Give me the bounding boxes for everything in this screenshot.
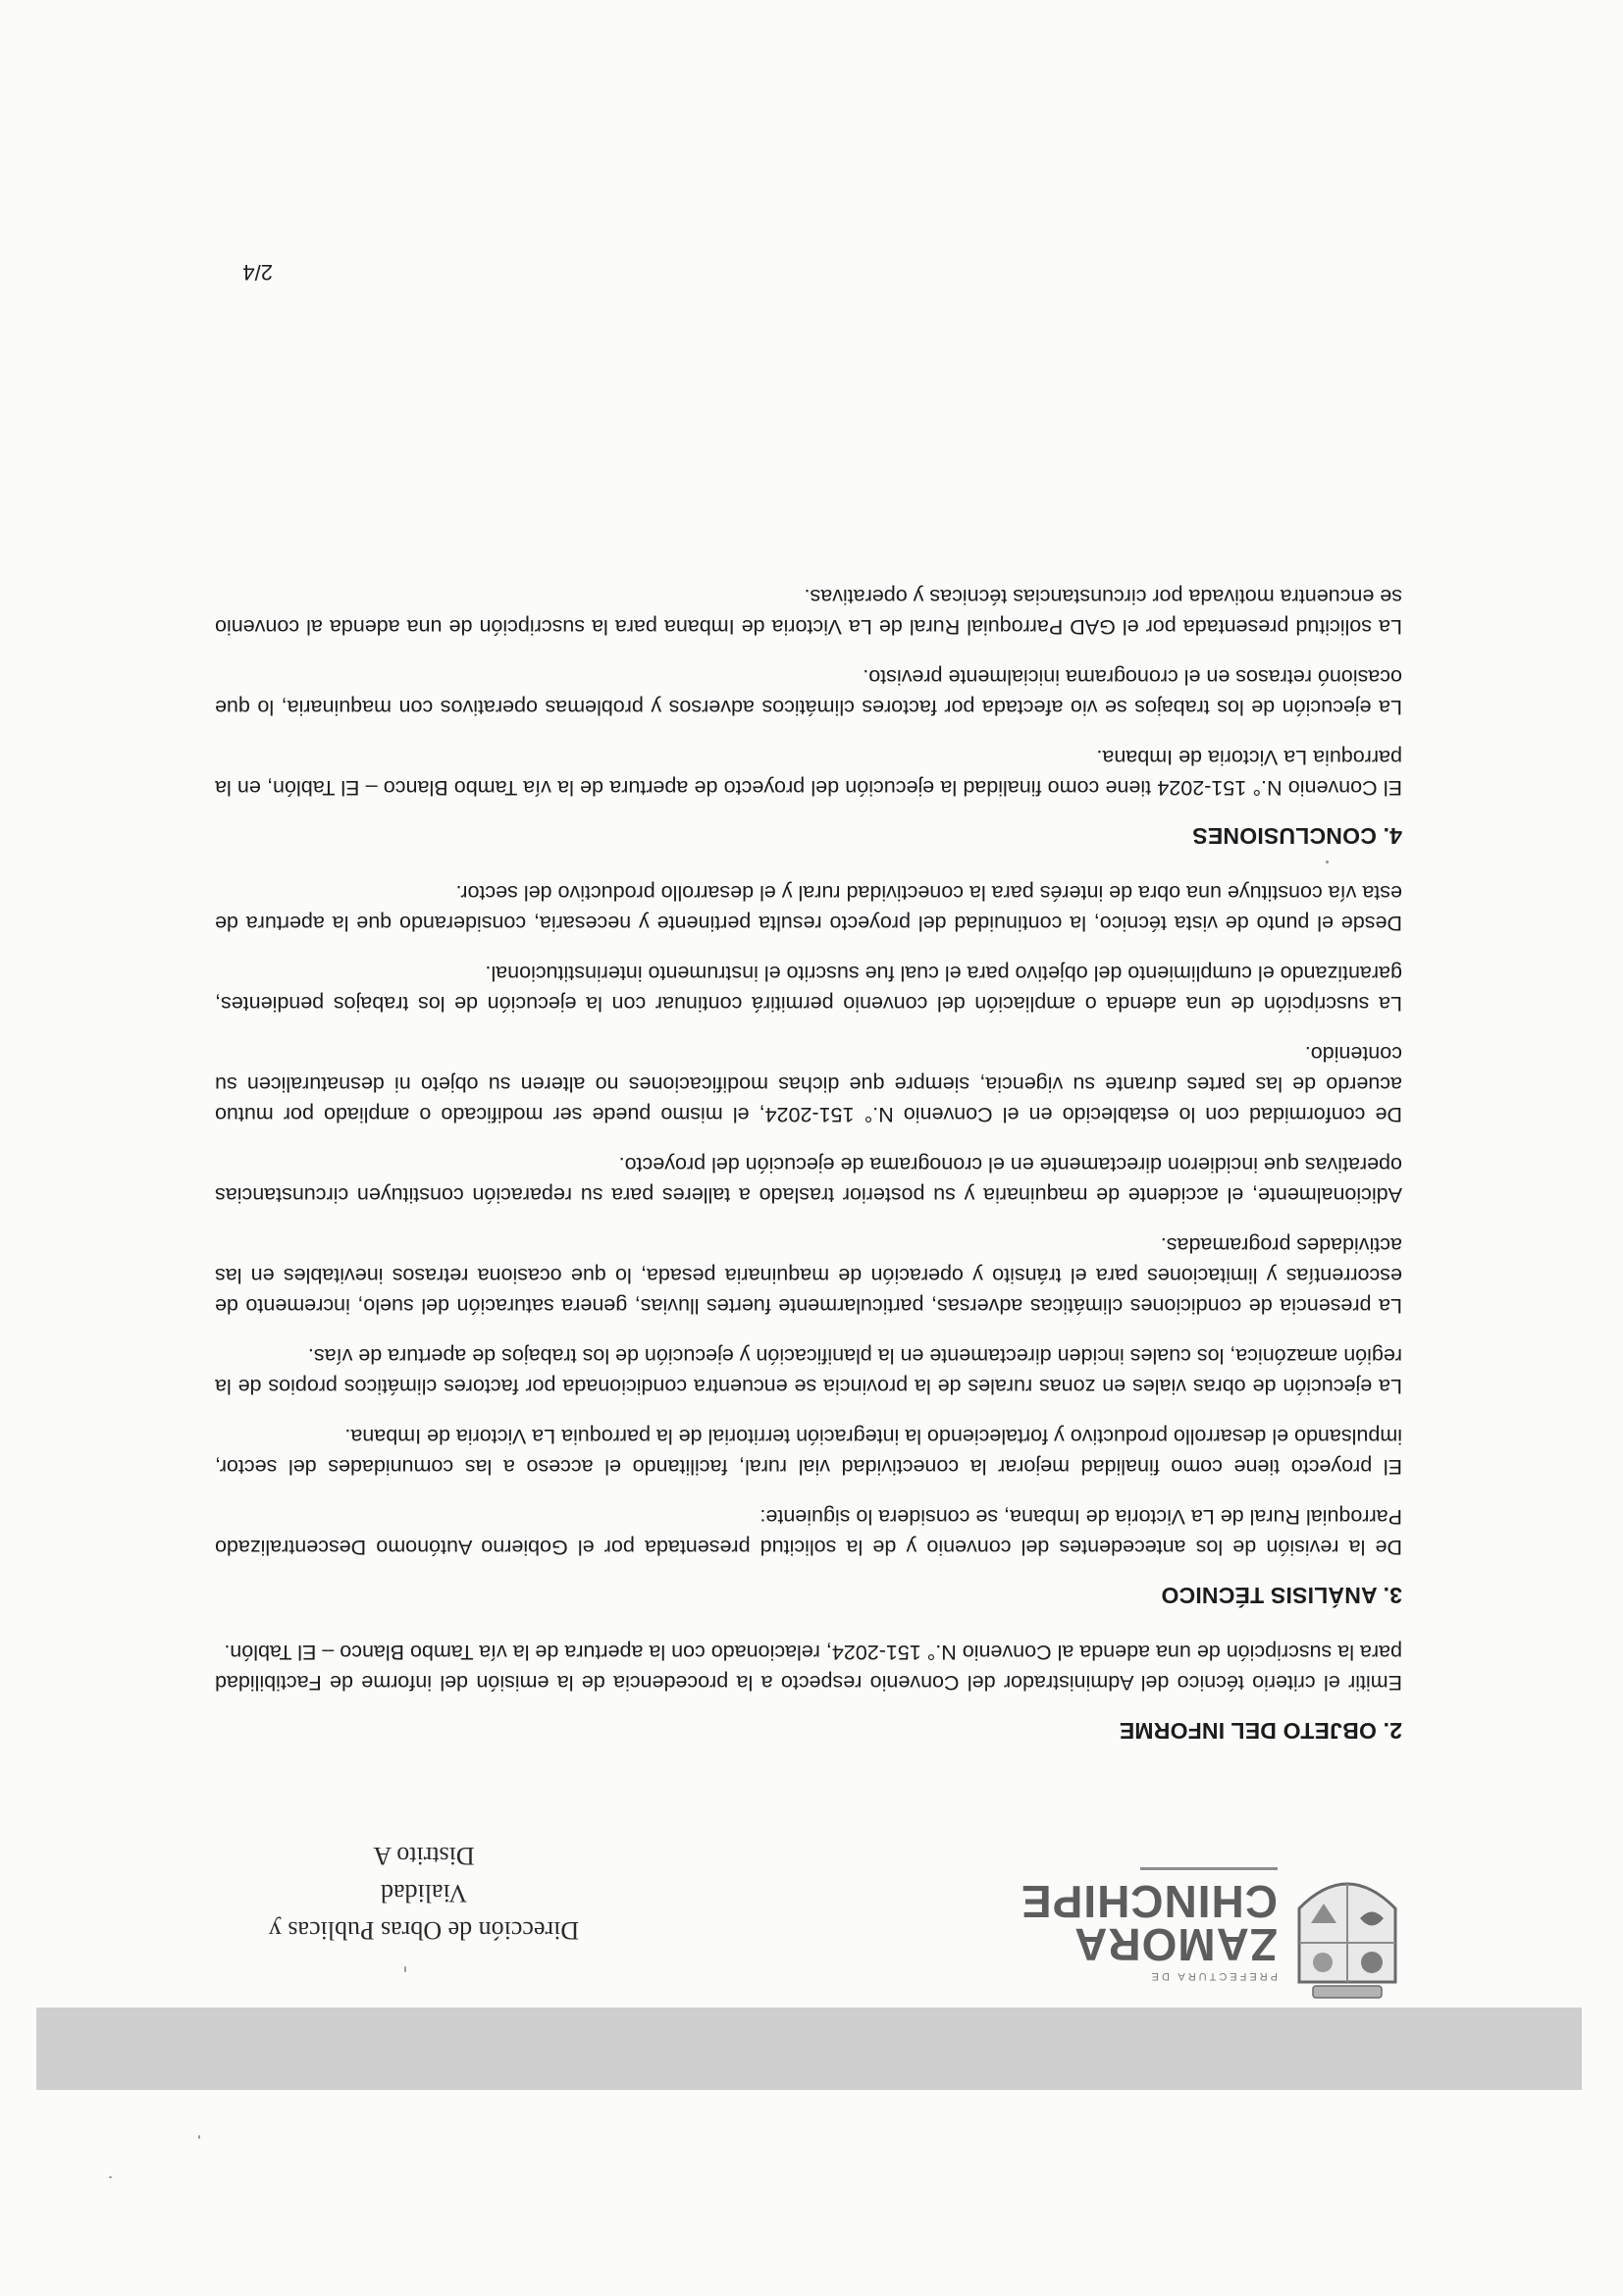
coat-of-arms-icon bbox=[1289, 1854, 1405, 2002]
scan-speck bbox=[1326, 861, 1329, 863]
scan-speck bbox=[404, 1966, 406, 1972]
paragraph: La suscripción de una adenda o ampliación del convenio permitirá continuar con la ejecución de los trabajos pendientes, garantizando el cumplimiento del objetivo para el cual fue suscrito el instrumento interinstitucional. bbox=[215, 962, 1402, 1016]
scan-speck bbox=[198, 2135, 200, 2139]
paragraph: La presencia de condiciones climáticas adversas, particularmente fuertes lluvias, genera saturación del suelo, incremento de escorrentías y limitaciones para el tránsito y operación de maquinaria pesada, lo que ocasiona retrasos inevitables en las actividades programadas. bbox=[215, 1233, 1402, 1318]
scan-speck bbox=[109, 2176, 112, 2178]
paragraph: La ejecución de los trabajos se vio afectada por factores climáticos adversos y problemas operativos con maquinaria, lo que ocasionó retrasos en el cronograma inicialmente previsto. bbox=[215, 665, 1402, 719]
letterhead bbox=[228, 1835, 1405, 2002]
section-heading-analisis: 3. ANÁLISIS TÉCNICO bbox=[1161, 1583, 1402, 1608]
section-heading-conclusiones: 4. CONCLUSIONES bbox=[1192, 823, 1402, 849]
paragraph: El proyecto tiene como finalidad mejorar la conectividad vial rural, facilitando el acceso a las comunidades del sector, impulsando el desarrollo productivo y fortaleciendo la integración territorial de la parroquia La Victoria de Imbana. bbox=[215, 1425, 1402, 1479]
document-body bbox=[215, 561, 1402, 1745]
logo-line-zamora: ZAMORA bbox=[1073, 1919, 1278, 1970]
paragraph: De la revisión de los antecedentes del convenio y de la solicitud presentada por el Gobierno Autónomo Descentralizado Parroquial Rural de La Victoria de Imbana, se considera lo siguiente: bbox=[215, 1505, 1402, 1559]
paragraph: La solicitud presentada por el GAD Parroquial Rural de La Victoria de Imbana para la suscripción de una adenda al convenio se encuentra motivada por circunstancias técnicas y operativas. bbox=[215, 585, 1402, 639]
department-name: Dirección de Obras Publicas y Vialidad bbox=[268, 1879, 580, 1945]
page-number: 2/4 bbox=[242, 260, 273, 285]
department-block bbox=[228, 1837, 620, 1949]
logo-underline bbox=[1140, 1867, 1278, 1870]
logo-prefix: PREFECTURA DE bbox=[1148, 1970, 1278, 1982]
paragraph: Emitir el criterio técnico del Administrador del Convenio respecto a la procedencia de la emisión del informe de Factibilidad para la suscripción de una adenda al Convenio N.° 151-2024, relacionado con la apertura de la vía Tambo Blanco – El Tablón. bbox=[215, 1641, 1402, 1695]
paragraph: De conformidad con lo establecido en el Convenio N.° 151-2024, el mismo puede ser modificado o ampliado por mutuo acuerdo de las partes durante su vigencia, siempre que dichas modificaciones no alteren su objeto ni desnaturalicen su contenido. bbox=[215, 1042, 1402, 1126]
paragraph: El Convenio N.° 151-2024 tiene como finalidad la ejecución del proyecto de apertura de la vía Tambo Blanco – El Tablón, en la parroquia La Victoria de Imbana. bbox=[215, 746, 1402, 800]
prefectura-logo bbox=[1022, 1867, 1278, 1982]
paragraph: La ejecución de obras viales en zonas rurales de la provincia se encuentra condicionada por factores climáticos propios de la región amazónica, los cuales inciden directamente en la planificación y ejecución de los trabajos de apertura de vías. bbox=[215, 1344, 1402, 1398]
section-heading-objeto: 2. OBJETO DEL INFORME bbox=[1119, 1718, 1402, 1744]
district-name: Distrito A bbox=[373, 1842, 475, 1870]
paragraph: Desde el punto de vista técnico, la continuidad del proyecto resulta pertinente y necesaria, considerando que la apertura de esta vía constituye una obra de interés para la conectividad rural y el desarrollo productivo del sector. bbox=[215, 881, 1402, 935]
logo-line-chinchipe: CHINCHIPE bbox=[1020, 1876, 1278, 1927]
header-gray-band bbox=[36, 2008, 1582, 2090]
paragraph: Adicionalmente, el accidente de maquinaria y su posterior traslado a talleres para su reparación constituyen circunstancias operativas que incidieron directamente en el cronograma de ejecución del proyecto. bbox=[215, 1153, 1402, 1207]
